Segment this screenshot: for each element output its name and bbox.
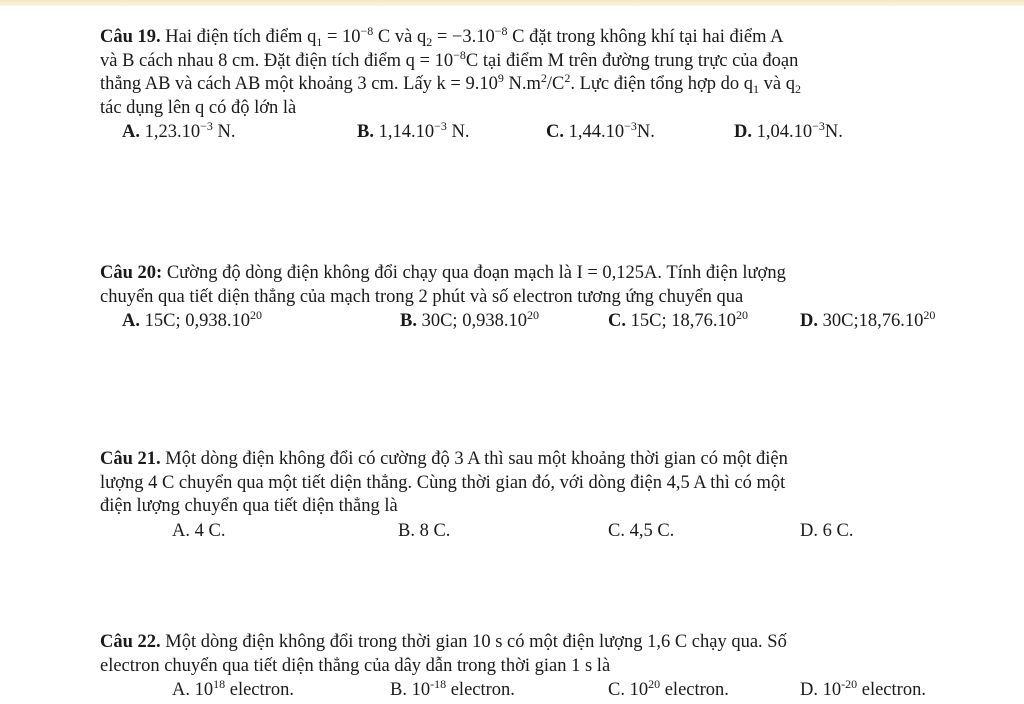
question-19 xyxy=(100,26,992,144)
q19-option-d[interactable] xyxy=(734,120,843,144)
option-exponent: 20 xyxy=(923,308,936,322)
option-value: 10 xyxy=(406,680,431,700)
q20-text: Cường độ dòng điện không đổi chạy qua đoạn mạch là I = 0,125A. Tính điện lượng xyxy=(162,263,786,283)
k-unit-exponent: 2 xyxy=(540,71,547,85)
option-unit: electron. xyxy=(857,680,926,700)
q19-text: và B cách nhau 8 cm. Đặt điện tích điểm xyxy=(100,50,406,71)
option-label: B. xyxy=(390,680,407,700)
q2-value: = −3.10 xyxy=(432,27,495,47)
option-unit: N. xyxy=(446,122,470,142)
option-label: C. xyxy=(608,311,626,331)
option-value: 10 xyxy=(624,680,649,700)
q22-option-d[interactable] xyxy=(800,678,926,702)
option-value: 15C; 0,938.10 xyxy=(140,311,250,331)
question-22 xyxy=(100,631,992,702)
option-label: C. xyxy=(546,122,564,142)
q19-option-c[interactable] xyxy=(546,120,655,144)
q1-subscript: 1 xyxy=(753,82,760,96)
q1-exponent: −8 xyxy=(360,24,374,38)
top-edge-bar xyxy=(0,0,1024,6)
q19-text: . Lực điện tổng hợp do q xyxy=(570,74,754,94)
q19-text: C đặt trong không khí tại hai điểm A xyxy=(507,27,784,47)
q20-line-2: chuyển qua tiết diện thẳng của mạch trong 2 phút và số electron tương ứng chuyển qua xyxy=(100,286,744,307)
q19-text: Hai điện tích điểm xyxy=(160,27,308,47)
q21-option-b[interactable]: B. 8 C. xyxy=(398,520,451,541)
q22-option-a[interactable] xyxy=(172,678,294,702)
q22-line-2: electron chuyển qua tiết diện thẳng của dây dẫn trong thời gian 1 s là xyxy=(100,655,611,676)
k-unit: /C xyxy=(546,74,565,94)
option-value: 30C; 0,938.10 xyxy=(416,311,527,331)
k-value: k = 9.10 xyxy=(436,74,498,94)
q19-q1-formula xyxy=(307,24,374,49)
k-unit-exponent: 2 xyxy=(564,71,571,85)
option-unit: N. xyxy=(636,122,655,142)
q20-line-1 xyxy=(100,262,992,286)
option-label: A. xyxy=(122,122,140,142)
q21-option-a[interactable]: A. 4 C. xyxy=(172,520,226,541)
q22-options xyxy=(100,678,992,702)
k-exponent: 9 xyxy=(497,71,504,85)
q21-number: Câu 21. xyxy=(100,449,161,469)
q21-line-3: điện lượng chuyển qua tiết diện thẳng là xyxy=(100,496,398,516)
q20-options xyxy=(100,309,992,333)
q22-option-c[interactable] xyxy=(608,678,729,702)
q-exponent: −8 xyxy=(453,47,466,62)
q21-option-c[interactable]: C. 4,5 C. xyxy=(608,520,675,541)
q20-option-b[interactable] xyxy=(400,309,539,333)
q19-option-b[interactable] xyxy=(357,120,470,144)
option-exponent: 20 xyxy=(526,308,539,322)
q19-line-1 xyxy=(100,26,992,50)
q2-exponent: −8 xyxy=(494,24,508,38)
option-unit: N. xyxy=(824,122,843,142)
option-exponent: 18 xyxy=(213,677,226,691)
q22-option-b[interactable] xyxy=(390,678,515,702)
q19-line-4: tác dụng lên q có độ lớn là xyxy=(100,97,297,118)
option-unit: electron. xyxy=(446,680,515,700)
option-label: D. xyxy=(734,122,752,142)
q-value: q = 10 xyxy=(405,50,454,71)
q1-symbol: q xyxy=(307,27,317,47)
q19-q2-formula xyxy=(416,24,508,49)
option-exponent: −3 xyxy=(200,119,213,133)
option-exponent: −3 xyxy=(624,119,637,133)
q20-option-a[interactable] xyxy=(122,309,262,333)
q2-subscript: 2 xyxy=(795,82,801,96)
q19-line-2 xyxy=(100,47,992,74)
q21-option-d[interactable]: D. 6 C. xyxy=(800,520,854,541)
q19-line-3 xyxy=(100,73,992,97)
q22-line-1 xyxy=(100,631,992,655)
option-exponent: -18 xyxy=(430,677,447,691)
option-value: 1,23.10 xyxy=(140,122,201,142)
option-label: B. xyxy=(400,311,417,331)
q19-text: thẳng AB và cách AB một khoảng 3 cm. Lấy xyxy=(100,74,437,94)
q22-text: Một dòng điện không đổi trong thời gian 10 s có một điện lượng 1,6 C chạy qua. Số xyxy=(160,632,787,652)
q1-value: = 10 xyxy=(322,27,361,47)
option-value: 10 xyxy=(190,680,214,700)
option-exponent: 20 xyxy=(249,308,262,322)
option-value: 10 xyxy=(818,680,842,700)
option-unit: electron. xyxy=(225,680,294,700)
q20-number: Câu 20: xyxy=(100,263,163,283)
option-label: B. xyxy=(357,122,374,142)
option-exponent: −3 xyxy=(434,119,447,133)
option-label: D. xyxy=(800,311,818,331)
option-value: 1,44.10 xyxy=(564,122,625,142)
q19-text: C tại điểm M trên đường trung trực của đoạn xyxy=(465,50,799,71)
q20-option-c[interactable] xyxy=(608,309,748,333)
k-unit: N.m xyxy=(503,74,541,94)
option-exponent: −3 xyxy=(812,119,825,133)
option-value: 15C; 18,76.10 xyxy=(626,311,736,331)
option-unit: N. xyxy=(212,122,236,142)
option-exponent: 20 xyxy=(735,308,748,322)
option-label: A. xyxy=(122,311,140,331)
option-label: A. xyxy=(172,680,190,700)
q19-text: và q xyxy=(759,74,795,94)
q2-symbol: q xyxy=(416,27,427,47)
q2-subscript: 2 xyxy=(426,35,433,49)
q19-options xyxy=(100,120,992,144)
question-20 xyxy=(100,262,992,333)
question-21 xyxy=(100,448,992,543)
option-label: D. xyxy=(800,680,818,700)
option-value: 30C;18,76.10 xyxy=(818,311,924,331)
option-value: 1,14.10 xyxy=(373,122,435,142)
option-exponent: 20 xyxy=(648,677,661,691)
q22-number: Câu 22. xyxy=(100,632,161,652)
option-label: C. xyxy=(608,680,625,700)
option-value: 1,04.10 xyxy=(752,122,813,142)
q21-line-2: lượng 4 C chuyển qua một tiết diện thẳng. Cùng thời gian đó, với dòng điện 4,5 A thì có một xyxy=(100,472,786,493)
q1-subscript: 1 xyxy=(316,35,323,49)
option-unit: electron. xyxy=(660,680,729,700)
q20-option-d[interactable] xyxy=(800,309,935,333)
option-exponent: -20 xyxy=(841,677,858,691)
q19-number: Câu 19. xyxy=(100,27,161,47)
q19-text: C và xyxy=(373,27,417,47)
q21-line-1 xyxy=(100,448,992,472)
q21-options xyxy=(100,519,992,543)
q19-option-a[interactable] xyxy=(122,120,236,144)
q21-text: Một dòng điện không đổi có cường độ 3 A thì sau một khoảng thời gian có một điện xyxy=(160,449,788,469)
